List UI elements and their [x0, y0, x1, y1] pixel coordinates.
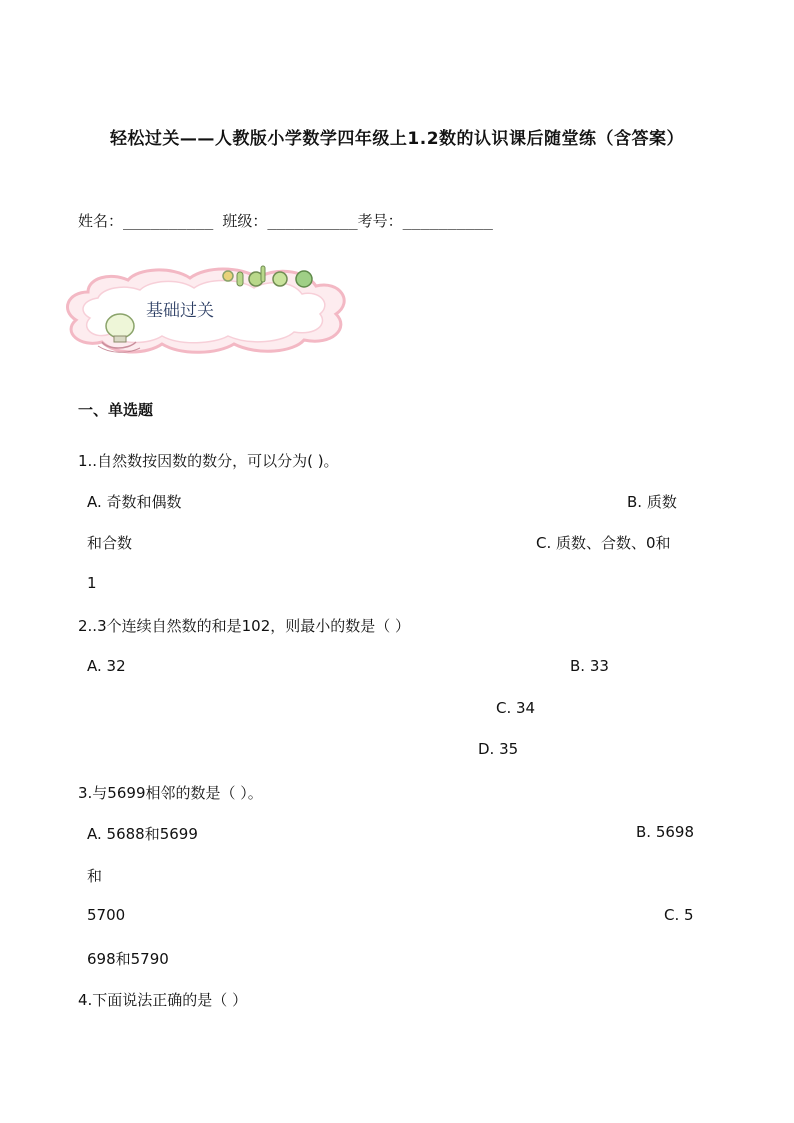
student-info-line: 姓名：__________ 班级：__________考号：__________	[78, 212, 493, 230]
question-3-option-b: B. 5698	[636, 823, 695, 841]
question-1-option-c: C. 质数、合数、0和	[536, 534, 671, 552]
question-2-option-b: B. 33	[570, 657, 609, 675]
question-1-option-b-cont: 和合数	[87, 534, 133, 552]
question-3-stem: 3.与5699相邻的数是（ ）。	[78, 784, 263, 802]
document-title: 轻松过关——人教版小学数学四年级上1.2数的认识课后随堂练（含答案）	[109, 129, 685, 149]
question-1-option-b: B. 质数	[627, 493, 677, 511]
question-3-option-a: A. 5688和5699	[87, 825, 198, 843]
question-2-option-a: A. 32	[87, 657, 126, 675]
question-3-option-c: C. 5	[664, 906, 694, 924]
question-3-option-b-cont2: 5700	[87, 906, 126, 924]
question-2-stem: 2..3个连续自然数的和是102，则最小的数是（ ）	[78, 617, 411, 635]
question-1-stem: 1..自然数按因数的数分，可以分为( )。	[78, 452, 339, 470]
badge-label: 基础过关	[146, 301, 214, 321]
question-3-option-c-cont: 698和5790	[87, 950, 169, 968]
question-1-option-c-cont: 1	[87, 574, 97, 592]
question-2-option-c: C. 34	[496, 699, 536, 717]
question-4-stem: 4.下面说法正确的是（ ）	[78, 991, 248, 1009]
question-1-option-a: A. 奇数和偶数	[87, 493, 182, 511]
section-heading: 一、单选题	[78, 401, 154, 419]
section-badge	[58, 262, 358, 357]
question-3-option-b-cont: 和	[87, 867, 103, 885]
question-2-option-d: D. 35	[478, 740, 519, 758]
